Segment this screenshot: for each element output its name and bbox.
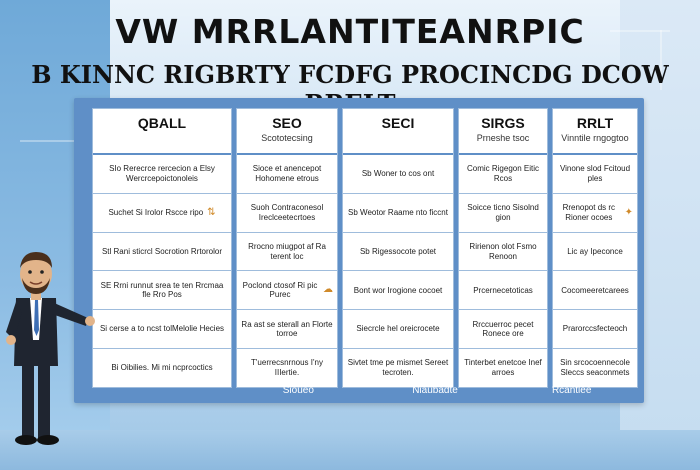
- table-cell: Bi Oibilies. Mi mi ncprcoctics: [111, 363, 213, 373]
- column-header: [93, 109, 231, 155]
- table-cell: [237, 271, 337, 310]
- column-qball: [92, 108, 232, 388]
- table-cell: Sin srcocoennecole Sleccs seaconmets: [560, 358, 630, 378]
- table-cell: SIo Rerecrce rercecion a Elsy Wercrcepoictonoleis: [93, 155, 231, 194]
- column-title: SEO: [272, 115, 302, 131]
- table-cell: Vinone slod Fcitoud ples: [553, 155, 637, 194]
- decor-line: [20, 140, 80, 142]
- column-title: SIRGS: [481, 115, 525, 131]
- column-title: QBALL: [137, 115, 187, 131]
- footer-spacer: [92, 380, 230, 402]
- table-cell: Sioce et anencepot Hohomene etrous: [237, 155, 337, 194]
- column-header: [343, 109, 453, 155]
- column-subtitle: Scototecsing: [261, 133, 313, 143]
- cell-text: Suchet Si Irolor Rscce ripo: [108, 207, 204, 217]
- column-title: RRLT: [576, 115, 614, 131]
- lightbulb-icon: ✦: [624, 206, 633, 218]
- presenter-illustration: [2, 240, 102, 450]
- table-cell: Cocomeeretcarees: [553, 271, 637, 310]
- column-header: [553, 109, 637, 155]
- cell-text: Poclond ctosof Ri pic Purec: [242, 280, 318, 300]
- table-cell: Bont wor Irogione cocoet: [343, 271, 453, 310]
- table-cell: Soicce ticno Sisolnd gion: [459, 194, 547, 233]
- table-cell: Prcernecetoticas: [459, 271, 547, 310]
- floor: [0, 430, 700, 470]
- table-cell: Siecrcle hel oreicrocete: [343, 310, 453, 349]
- table-cell: Ra ast se sterall an Florte torroe: [237, 310, 337, 349]
- table-cell: SE Rrni runnut srea te ten Rrcmaa fle Rro Pos: [93, 271, 231, 310]
- column-rrlt: [552, 108, 638, 388]
- table-cell: Lic ay Ipeconce: [553, 233, 637, 272]
- table-footer: [92, 380, 640, 402]
- table-cell: Sb Weotor Raame nto ficcnt: [343, 194, 453, 233]
- column-header: [459, 109, 547, 155]
- footer-label: Niaubadte: [412, 385, 458, 396]
- column-seo: [236, 108, 338, 388]
- column-seci: [342, 108, 454, 388]
- column-header: [237, 109, 337, 155]
- table-cell: Sb Woner to cos ont: [343, 155, 453, 194]
- table-cell: Ririenon olot Fsmo Renoon: [459, 233, 547, 272]
- column-sirgs: [458, 108, 548, 388]
- table-cell: T'uerrecsnrnous I'ny IIIertie.: [251, 358, 323, 378]
- arrows-icon: ⇅: [207, 206, 216, 218]
- column-title: SECI: [381, 115, 415, 131]
- table-cell: Stl Rani sticrcl Socrotion Rrtorolor: [93, 233, 231, 272]
- footer-label: Rcantlee: [551, 385, 592, 396]
- table-cell: [93, 194, 231, 233]
- table-cell: Si cerse a to ncst tolMelolie Hecies: [93, 310, 231, 349]
- table-cell: [553, 194, 637, 233]
- table-cell: Rrccuerroc pecet Ronece ore: [459, 310, 547, 349]
- table-cell: Sivtet tme pe mismet Sereet tecroten.: [347, 358, 449, 378]
- table-cell: Sb Rigessocote potet: [343, 233, 453, 272]
- column-subtitle: Vinntile rngogtoo: [561, 133, 629, 143]
- table-cell: Rrocno miugpot af Ra terent loc: [237, 233, 337, 272]
- comparison-table: [92, 108, 640, 388]
- column-subtitle: Prneshe tsoc: [476, 133, 530, 143]
- table-cell: Prarorccsfecteoch: [553, 310, 637, 349]
- table-cell: Tinterbet enetcoe Inef arroes: [464, 358, 542, 378]
- table-cell: Comic Rigegon Eitic Rcos: [459, 155, 547, 194]
- subheadline: B KINNC RIGBRTY FCDFG PROCINCDG DCOW: [31, 60, 669, 89]
- headline: VW MRRLANTITEANRPIC: [115, 12, 585, 51]
- footer-label: Sioueo: [282, 385, 314, 396]
- cloud-icon: ☁: [323, 284, 333, 296]
- cell-text: Rrenopot ds rc Rioner ocoes: [562, 203, 616, 222]
- table-cell: Suoh Contraconesol Ireclceetecrtoes: [237, 194, 337, 233]
